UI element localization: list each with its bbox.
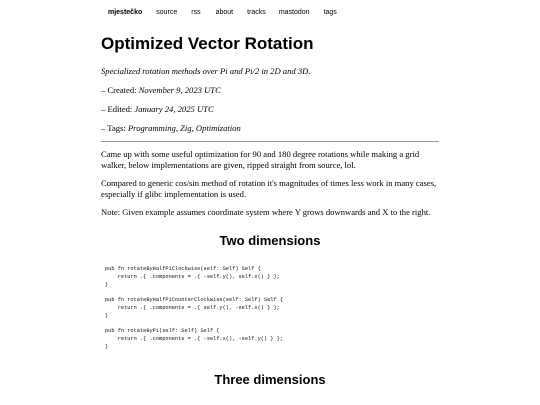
divider <box>101 141 439 142</box>
code-section-2d <box>101 265 439 351</box>
code-block-clockwise: pub fn rotateByHalfPiClockwise(self: Self) Self { return .{ .components = .{ -self.y(), self.x() } }; } <box>105 266 280 288</box>
tags-line <box>101 123 439 134</box>
article-subtitle: Specialized rotation methods over Pi and Pi/2 in 2D and 3D. <box>101 66 311 76</box>
created-value: November 9, 2023 UTC <box>138 85 221 95</box>
paragraph-comparison: Compared to generic cos/sin method of rotation it's magnitudes of times less work in many cases, especially if glibc implementation is used. <box>101 178 437 199</box>
site-brand-link[interactable]: mjestečko <box>108 9 143 16</box>
created-date <box>101 85 439 96</box>
nav-link-source[interactable]: source <box>156 9 178 16</box>
article <box>101 30 439 387</box>
edited-label: – Edited: <box>101 104 135 114</box>
section-heading-3d: Three dimensions <box>214 372 326 387</box>
nav-link-tags[interactable]: tags <box>323 9 337 16</box>
nav-link-tracks[interactable]: tracks <box>247 9 266 16</box>
code-block-counterclockwise: pub fn rotateByHalfPiCounterClockwise(self: Self) Self { return .{ .components = .{ self.y(), -self.x() } }; } <box>105 297 284 319</box>
section-heading-2d: Two dimensions <box>219 233 321 248</box>
nav-link-mastodon[interactable]: mastodon <box>278 9 310 16</box>
paragraph-note: Note: Given example assumes coordinate system where Y grows downwards and X to the right. <box>101 207 431 217</box>
nav-link-about[interactable]: about <box>215 9 234 16</box>
page-title: Optimized Vector Rotation <box>101 34 314 53</box>
edited-value: January 24, 2025 UTC <box>134 104 214 114</box>
edited-date <box>101 104 439 115</box>
tags-label: – Tags: <box>101 123 128 133</box>
created-label: – Created: <box>101 85 139 95</box>
code-block-rotate-pi: pub fn rotateByPi(self: Self) Self { return .{ .components = .{ -self.x(), -self.y() } }; } <box>105 328 284 350</box>
top-nav <box>108 9 337 16</box>
paragraph-intro: Came up with some useful optimization for 90 and 180 degree rotations while making a grid walker, below implementations are given, ripped straight from source, lol. <box>101 149 420 170</box>
nav-link-rss[interactable]: rss <box>191 9 201 16</box>
tags-value[interactable]: Programming, Zig, Optimization <box>127 123 241 133</box>
